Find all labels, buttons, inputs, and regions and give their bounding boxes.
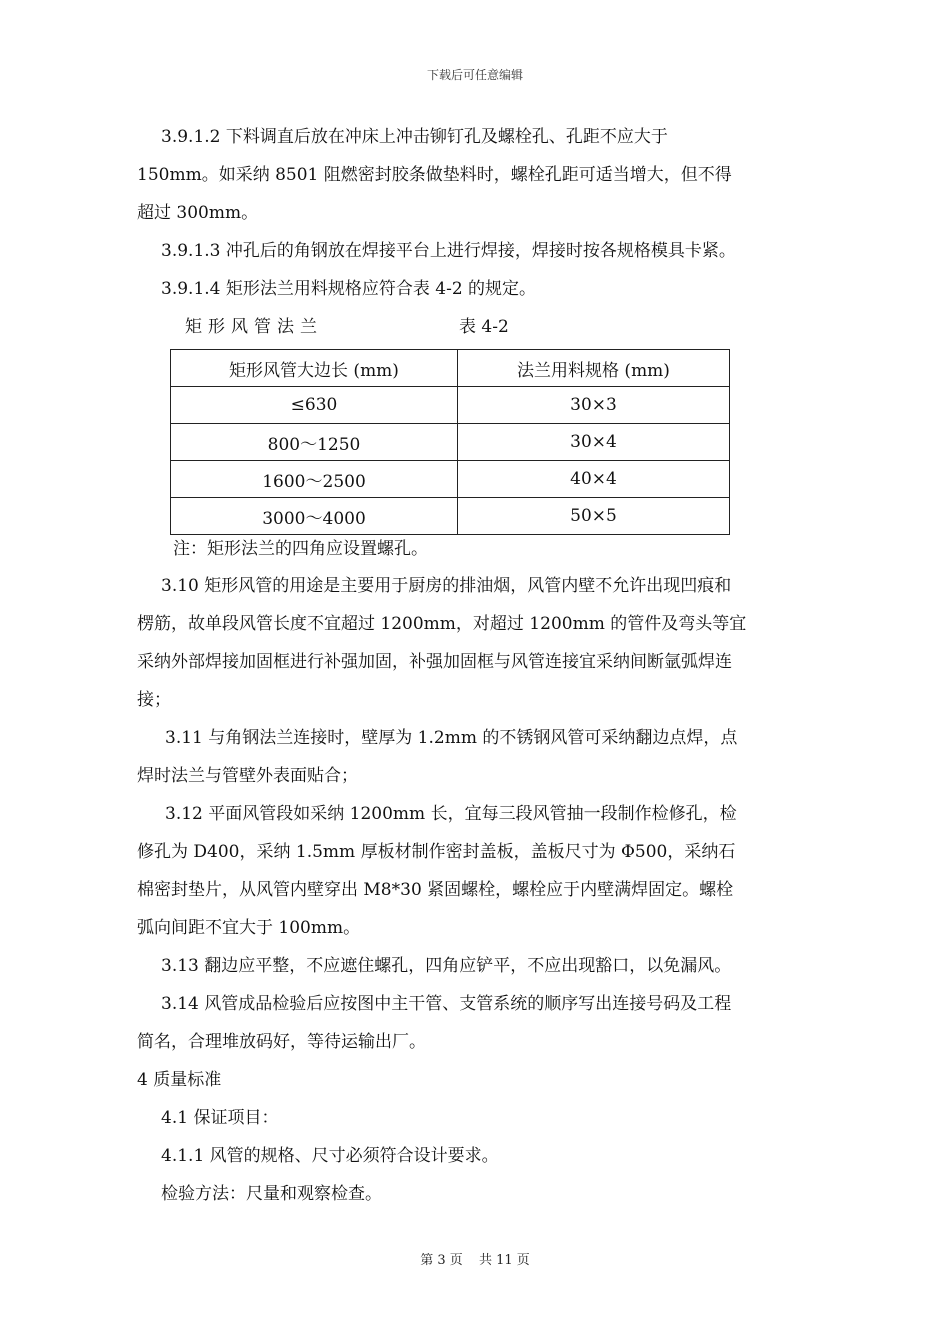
paragraph-3-14 <box>137 985 813 1023</box>
line: 弧向间距不宜大于 100mm。 <box>137 918 361 938</box>
paragraph-3-11-cont <box>137 757 813 795</box>
table-cell: 40×4 <box>458 461 730 498</box>
section-heading-4: 4 质量标准 <box>137 1070 222 1090</box>
table-row <box>171 461 730 498</box>
paragraph-3-13 <box>137 947 813 985</box>
table-cell: ≤630 <box>171 387 458 424</box>
paragraph-3-10-cont <box>137 605 813 719</box>
table-header-row <box>171 350 730 387</box>
line: 3.11 与角钢法兰连接时，壁厚为 1.2mm 的不锈钢风管可采纳翻边点焊，点 <box>165 728 738 748</box>
table-row <box>171 498 730 535</box>
line: 3.9.1.2 下料调直后放在冲床上冲击铆钉孔及螺栓孔、孔距不应大于 <box>161 127 668 147</box>
page-header: 下载后可任意编辑 <box>426 68 523 82</box>
line: 楞筋，故单段风管长度不宜超过 1200mm，对超过 1200mm 的管件及弯头等宜 <box>137 614 747 634</box>
line: 150mm。如采纳 8501 阻燃密封胶条做垫料时，螺栓孔距可适当增大，但不得 <box>137 165 732 185</box>
line: 3.9.1.4 矩形法兰用料规格应符合表 4-2 的规定。 <box>161 279 537 299</box>
line: 修孔为 D400，采纳 1.5mm 厚板材制作密封盖板，盖板尺寸为 Φ500，采纳石 <box>137 842 736 862</box>
table-row <box>171 387 730 424</box>
table-row <box>171 424 730 461</box>
paragraph-3-14-cont <box>137 1023 813 1061</box>
flange-spec-table <box>170 349 730 535</box>
table-cell: 50×5 <box>458 498 730 535</box>
paragraph-4-1-1: 4.1.1 风管的规格、尺寸必须符合设计要求。 <box>161 1146 499 1166</box>
line: 3.10 矩形风管的用途是主要用于厨房的排油烟，风管内壁不允许出现凹痕和 <box>161 576 732 596</box>
table-header-cell: 矩形风管大边长 (mm) <box>171 350 458 387</box>
table-cell: 30×4 <box>458 424 730 461</box>
line: 焊时法兰与管壁外表面贴合； <box>137 766 358 786</box>
section-heading-4-1: 4.1 保证项目： <box>161 1108 279 1128</box>
paragraph-3-12 <box>137 795 813 833</box>
table-caption <box>137 308 813 346</box>
line: 采纳外部焊接加固框进行补强加固，补强加固框与风管连接宜采纳间断氩弧焊连 <box>137 652 732 672</box>
page-number: 第 3 页 <box>420 1253 463 1268</box>
line: 3.9.1.3 冲孔后的角钢放在焊接平台上进行焊接，焊接时按各规格模具卡紧。 <box>161 241 736 261</box>
paragraph-3-10 <box>137 567 813 605</box>
page-footer <box>0 1249 950 1268</box>
line: 接； <box>137 690 171 710</box>
table-note: 注：矩形法兰的四角应设置螺孔。 <box>173 539 428 559</box>
inspection-method: 检验方法：尺量和观察检查。 <box>161 1184 382 1204</box>
top-text-block <box>137 118 813 346</box>
paragraph-3-11 <box>137 719 813 757</box>
bottom-text-block <box>137 531 813 1213</box>
line: 3.13 翻边应平整，不应遮住螺孔，四角应铲平，不应出现豁口，以免漏风。 <box>161 956 732 976</box>
paragraph-3-12-cont <box>137 833 813 947</box>
paragraph-3-9-1-4 <box>137 270 813 308</box>
table-cell: 30×3 <box>458 387 730 424</box>
table-title: 矩形风管法兰 <box>185 317 323 337</box>
table-cell: 800～1250 <box>171 424 458 461</box>
paragraph-3-9-1-2-cont <box>137 156 813 232</box>
table-cell: 3000～4000 <box>171 498 458 535</box>
paragraph-3-9-1-3 <box>137 232 813 270</box>
line: 棉密封垫片，从风管内壁穿出 M8*30 紧固螺栓，螺栓应于内壁满焊固定。螺栓 <box>137 880 734 900</box>
table-cell: 1600～2500 <box>171 461 458 498</box>
paragraph-3-9-1-2 <box>137 118 813 156</box>
page-total: 共 11 页 <box>478 1253 530 1268</box>
line: 超过 300mm。 <box>137 203 259 223</box>
line: 3.14 风管成品检验后应按图中主干管、支管系统的顺序写出连接号码及工程 <box>161 994 732 1014</box>
line: 简名，合理堆放码好，等待运输出厂。 <box>137 1032 426 1052</box>
table-header-cell: 法兰用料规格 (mm) <box>458 350 730 387</box>
table-number: 表 4-2 <box>459 317 509 337</box>
line: 3.12 平面风管段如采纳 1200mm 长，宜每三段风管抽一段制作检修孔，检 <box>165 804 737 824</box>
